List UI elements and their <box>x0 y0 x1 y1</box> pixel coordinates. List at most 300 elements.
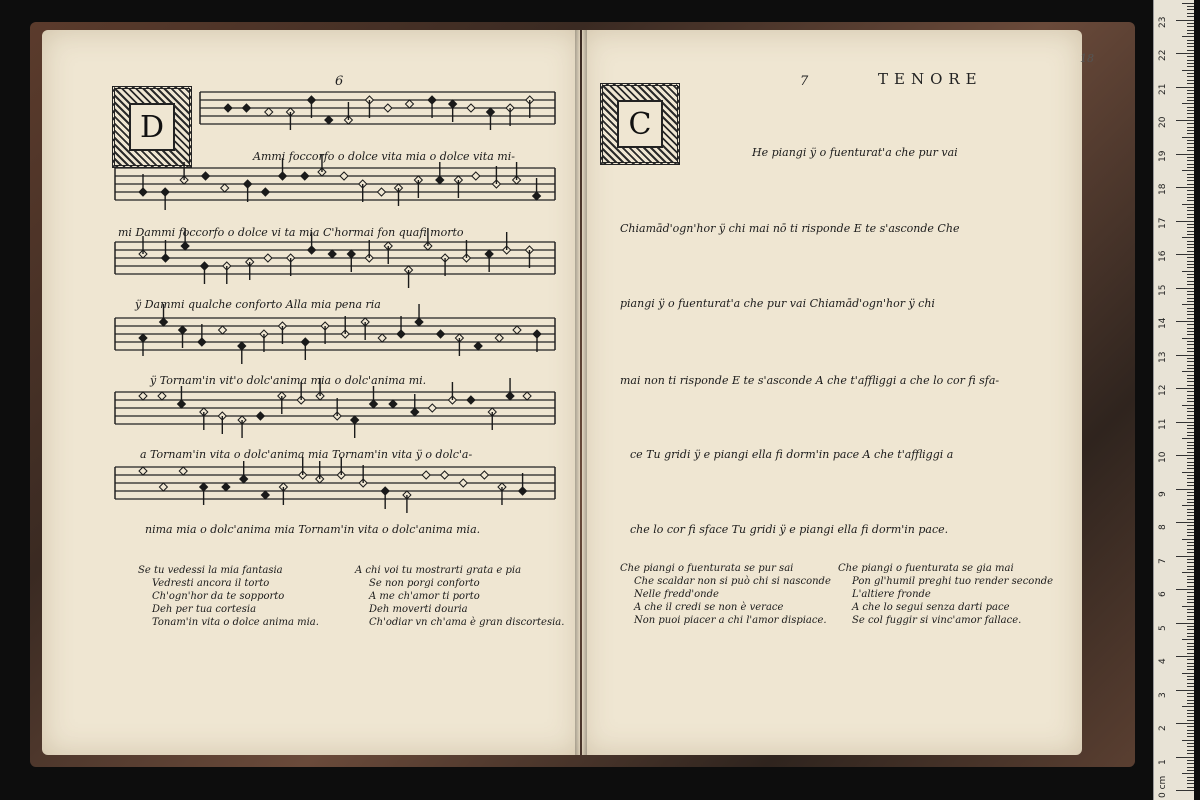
ruler-subtick <box>1187 545 1194 546</box>
ruler-subtick <box>1187 348 1194 349</box>
lyric-line: ÿ Dammi qualche conforto Alla mia pena ria <box>135 298 381 311</box>
ruler-label: 23 <box>1158 16 1168 28</box>
ruler-subtick <box>1187 277 1194 278</box>
ruler-subtick <box>1187 646 1194 647</box>
ruler-subtick <box>1187 780 1194 781</box>
ruler-subtick <box>1187 13 1194 14</box>
note-head <box>265 108 273 116</box>
ruler-subtick <box>1187 164 1194 165</box>
note-head <box>422 471 430 479</box>
ruler-subtick <box>1187 150 1194 151</box>
ruler-subtick <box>1187 743 1194 744</box>
ruler-subtick <box>1182 70 1194 71</box>
ruler-subtick <box>1187 298 1194 299</box>
poem-stanza-right: Che piangi o fuenturata se gia mai Pon gl'humil preghi tuo render seconde L'altiere fronde A che lo segui senza darti pace Se col fuggir si vinc'amor fallace. <box>838 563 1054 626</box>
ruler-subtick <box>1187 241 1194 242</box>
ruler-subtick <box>1187 291 1194 292</box>
ruler-subtick <box>1187 509 1194 510</box>
ruler-subtick <box>1187 552 1194 553</box>
ruler-subtick <box>1187 683 1194 684</box>
ruler-subtick <box>1187 401 1194 402</box>
ruler-subtick <box>1187 482 1194 483</box>
ruler-subtick <box>1187 519 1194 520</box>
ruler-subtick <box>1187 602 1194 603</box>
ruler-tick <box>1176 321 1194 322</box>
lyric-line: ÿ Tornam'in vit'o dolc'anima mia o dolc'anima mi. <box>150 374 427 387</box>
ruler-subtick <box>1187 753 1194 754</box>
note-head <box>340 172 348 180</box>
ruler-label: 20 <box>1158 116 1168 128</box>
ruler-subtick <box>1182 472 1194 473</box>
ruler-subtick <box>1187 666 1194 667</box>
ruler-subtick <box>1187 381 1194 382</box>
ruler-subtick <box>1187 408 1194 409</box>
ruler-subtick <box>1187 267 1194 268</box>
ruler-subtick <box>1187 532 1194 533</box>
ruler-subtick <box>1187 157 1194 158</box>
ruler-subtick <box>1187 495 1194 496</box>
ruler-subtick <box>1187 418 1194 419</box>
ruler-subtick <box>1187 284 1194 285</box>
ruler-subtick <box>1182 204 1194 205</box>
ruler-label: 21 <box>1158 83 1168 95</box>
ruler-subtick <box>1187 26 1194 27</box>
music-staff <box>200 92 555 130</box>
ruler-subtick <box>1187 56 1194 57</box>
ruler-subtick <box>1187 720 1194 721</box>
note-head <box>328 250 336 258</box>
ruler-subtick <box>1187 783 1194 784</box>
note-head <box>325 116 333 124</box>
ruler-tick <box>1176 489 1194 490</box>
ruler-subtick <box>1187 475 1194 476</box>
ruler-subtick <box>1187 770 1194 771</box>
poem-stanza-right: A chi voi tu mostrarti grata e pia Se non porgi conforto A me ch'amor ti porto Deh moverti douria Ch'odiar vn ch'ama è gran discortesia. <box>355 565 565 628</box>
ruler-subtick <box>1187 679 1194 680</box>
initial-letter-ornament <box>600 83 680 165</box>
ruler-subtick <box>1187 83 1194 84</box>
note-head <box>389 400 397 408</box>
ruler-subtick <box>1187 6 1194 7</box>
ruler-tick <box>1176 723 1194 724</box>
note-head <box>428 404 436 412</box>
ruler-subtick <box>1187 629 1194 630</box>
ruler-subtick <box>1187 281 1194 282</box>
ruler-tick <box>1176 355 1194 356</box>
ruler-subtick <box>1187 609 1194 610</box>
ruler-subtick <box>1187 16 1194 17</box>
ruler-subtick <box>1187 110 1194 111</box>
ruler-tick <box>1176 656 1194 657</box>
ruler-subtick <box>1187 726 1194 727</box>
ruler-subtick <box>1187 415 1194 416</box>
ruler-tick <box>1176 254 1194 255</box>
ruler-subtick <box>1187 294 1194 295</box>
ruler-subtick <box>1187 428 1194 429</box>
ruler-subtick <box>1187 395 1194 396</box>
ruler-subtick <box>1187 344 1194 345</box>
ruler-subtick <box>1182 3 1194 4</box>
ruler-label: 4 <box>1158 658 1168 664</box>
ruler-subtick <box>1187 435 1194 436</box>
note-head <box>242 104 250 112</box>
ruler-subtick <box>1187 274 1194 275</box>
ruler-subtick <box>1187 442 1194 443</box>
note-head <box>219 326 227 334</box>
ruler-label: 6 <box>1158 591 1168 597</box>
ruler-subtick <box>1187 76 1194 77</box>
ruler-subtick <box>1187 224 1194 225</box>
ruler-subtick <box>1187 411 1194 412</box>
ruler-subtick <box>1187 234 1194 235</box>
ruler-subtick <box>1187 197 1194 198</box>
note-head <box>222 483 230 491</box>
ruler-subtick <box>1187 626 1194 627</box>
ruler-subtick <box>1182 606 1194 607</box>
ruler-subtick <box>1187 50 1194 51</box>
ruler-subtick <box>1187 9 1194 10</box>
note-head <box>474 342 482 350</box>
ruler-subtick <box>1187 365 1194 366</box>
ruler-subtick <box>1187 368 1194 369</box>
ruler-subtick <box>1187 127 1194 128</box>
ruler-label: 22 <box>1158 49 1168 61</box>
ruler-subtick <box>1187 659 1194 660</box>
ruler-subtick <box>1182 137 1194 138</box>
note-head <box>467 104 475 112</box>
ruler-subtick <box>1187 592 1194 593</box>
ruler-subtick <box>1187 60 1194 61</box>
ruler-subtick <box>1187 777 1194 778</box>
music-staff <box>115 457 555 513</box>
music-staff <box>115 378 555 438</box>
ruler-subtick <box>1187 579 1194 580</box>
lyric-line: piangi ÿ o fuenturat'a che pur vai Chiamād'ogn'hor ÿ chi <box>620 297 935 310</box>
ruler-subtick <box>1182 304 1194 305</box>
ruler-tick <box>1176 623 1194 624</box>
lyric-line: ce Tu gridi ÿ e piangi ella fi dorm'in pace A che t'affliggi a <box>630 448 954 461</box>
ruler-tick <box>1176 422 1194 423</box>
ruler-subtick <box>1187 378 1194 379</box>
right-page-number: 7 <box>800 74 809 89</box>
ruler-subtick <box>1187 515 1194 516</box>
ruler-subtick <box>1187 100 1194 101</box>
corner-mark: 18 <box>1080 52 1094 65</box>
ruler-subtick <box>1187 160 1194 161</box>
ruler-subtick <box>1187 358 1194 359</box>
ruler-subtick <box>1187 432 1194 433</box>
ruler-subtick <box>1187 736 1194 737</box>
ruler-subtick <box>1187 264 1194 265</box>
ruler-subtick <box>1182 740 1194 741</box>
note-head <box>523 392 531 400</box>
ruler-subtick <box>1187 596 1194 597</box>
lyric-line: Ammi foccorfo o dolce vita mia o dolce vita mi- <box>253 150 515 163</box>
ruler-subtick <box>1187 458 1194 459</box>
note-head <box>224 104 232 112</box>
ruler-subtick <box>1187 569 1194 570</box>
ruler-subtick <box>1187 244 1194 245</box>
book-gutter <box>575 30 587 755</box>
ruler-subtick <box>1182 237 1194 238</box>
ruler-subtick <box>1187 566 1194 567</box>
note-head <box>441 471 449 479</box>
ruler-subtick <box>1187 716 1194 717</box>
ruler-subtick <box>1187 616 1194 617</box>
ruler-subtick <box>1187 33 1194 34</box>
ruler-subtick <box>1187 700 1194 701</box>
ruler-label: 15 <box>1158 284 1168 296</box>
ruler-subtick <box>1182 271 1194 272</box>
note-head <box>405 100 413 108</box>
note-head <box>221 184 229 192</box>
ruler-subtick <box>1187 318 1194 319</box>
ruler-label: 5 <box>1158 624 1168 631</box>
note-head <box>139 392 147 400</box>
ruler-label: 8 <box>1158 524 1168 530</box>
ruler-subtick <box>1187 760 1194 761</box>
ruler-subtick <box>1187 485 1194 486</box>
ruler-subtick <box>1187 512 1194 513</box>
note-head <box>513 326 521 334</box>
ruler-tick <box>1176 221 1194 222</box>
ruler-subtick <box>1182 673 1194 674</box>
ruler-subtick <box>1187 251 1194 252</box>
ruler-tick <box>1176 53 1194 54</box>
ruler-subtick <box>1187 46 1194 47</box>
ruler-subtick <box>1187 23 1194 24</box>
ruler-subtick <box>1182 405 1194 406</box>
ruler-tick <box>1176 388 1194 389</box>
ruler-subtick <box>1187 448 1194 449</box>
ruler-subtick <box>1187 184 1194 185</box>
ruler-subtick <box>1187 425 1194 426</box>
ruler-subtick <box>1187 324 1194 325</box>
running-head: TENORE <box>878 70 983 88</box>
ruler-subtick <box>1187 113 1194 114</box>
ruler-subtick <box>1187 710 1194 711</box>
ruler-subtick <box>1187 462 1194 463</box>
ruler-subtick <box>1187 257 1194 258</box>
ruler-subtick <box>1187 214 1194 215</box>
ruler-subtick <box>1187 619 1194 620</box>
ruler-subtick <box>1187 649 1194 650</box>
ruler-subtick <box>1187 361 1194 362</box>
ruler-subtick <box>1187 549 1194 550</box>
ruler-tick <box>1176 522 1194 523</box>
ruler-label: 3 <box>1158 691 1168 698</box>
ruler-label: 14 <box>1158 317 1168 329</box>
ruler-subtick <box>1187 653 1194 654</box>
ruler-subtick <box>1187 140 1194 141</box>
ruler-tick <box>1176 87 1194 88</box>
ruler-subtick <box>1187 200 1194 201</box>
ruler-subtick <box>1187 311 1194 312</box>
note-head <box>378 334 386 342</box>
ruler-subtick <box>1187 174 1194 175</box>
note-head <box>139 467 147 475</box>
ruler-label: 1 <box>1158 758 1168 765</box>
ruler-subtick <box>1187 612 1194 613</box>
ruler-subtick <box>1187 535 1194 536</box>
ruler-subtick <box>1187 746 1194 747</box>
ruler-tick <box>1176 120 1194 121</box>
ruler-subtick <box>1187 261 1194 262</box>
lyric-line: mai non ti risponde E te s'asconde A che t'affliggi a che lo cor fi sfa- <box>620 374 1000 387</box>
ruler-subtick <box>1187 117 1194 118</box>
note-head <box>256 412 264 420</box>
ruler-subtick <box>1187 663 1194 664</box>
ruler-subtick <box>1187 525 1194 526</box>
initial-letter: D <box>129 103 175 151</box>
ruler-label: 7 <box>1158 557 1168 564</box>
ruler-subtick <box>1182 572 1194 573</box>
note-head <box>377 188 385 196</box>
ruler-label: 9 <box>1158 490 1168 497</box>
ruler-subtick <box>1187 328 1194 329</box>
ruler-subtick <box>1187 529 1194 530</box>
ruler-label: 18 <box>1158 183 1168 195</box>
note-head <box>264 254 272 262</box>
note-head <box>384 104 392 112</box>
ruler-subtick <box>1187 63 1194 64</box>
ruler-subtick <box>1187 107 1194 108</box>
ruler-subtick <box>1187 713 1194 714</box>
ruler-subtick <box>1187 341 1194 342</box>
ruler-subtick <box>1182 371 1194 372</box>
ruler-subtick <box>1187 143 1194 144</box>
ruler-tick <box>1176 556 1194 557</box>
ruler-label: 16 <box>1158 250 1168 262</box>
ruler-subtick <box>1187 468 1194 469</box>
ruler-tick <box>1176 288 1194 289</box>
ruler-label: 12 <box>1158 384 1168 396</box>
ruler-subtick <box>1187 582 1194 583</box>
ruler-subtick <box>1187 308 1194 309</box>
ruler-subtick <box>1187 207 1194 208</box>
ruler-label: 19 <box>1158 150 1168 162</box>
ruler-subtick <box>1187 478 1194 479</box>
ruler-subtick <box>1187 180 1194 181</box>
ruler-subtick <box>1187 331 1194 332</box>
ruler-subtick <box>1187 696 1194 697</box>
ruler-subtick <box>1187 787 1194 788</box>
ruler-subtick <box>1187 90 1194 91</box>
ruler-subtick <box>1187 167 1194 168</box>
ruler-subtick <box>1187 217 1194 218</box>
ruler-subtick <box>1187 576 1194 577</box>
ruler-subtick <box>1187 693 1194 694</box>
ruler-subtick <box>1187 492 1194 493</box>
ruler-subtick <box>1187 375 1194 376</box>
lyric-line: che lo cor fi sface Tu gridi ÿ e piangi ella fi dorm'in pace. <box>630 523 949 536</box>
ruler-subtick <box>1187 669 1194 670</box>
ruler-subtick <box>1187 314 1194 315</box>
music-staff <box>115 304 555 364</box>
ruler-subtick <box>1187 730 1194 731</box>
ruler-subtick <box>1187 703 1194 704</box>
ruler-subtick <box>1187 643 1194 644</box>
ruler-subtick <box>1182 706 1194 707</box>
ruler-subtick <box>1187 633 1194 634</box>
ruler-tick <box>1176 187 1194 188</box>
ruler-tick <box>1176 20 1194 21</box>
ruler-subtick <box>1187 66 1194 67</box>
lyric-line: a Tornam'in vita o dolc'anima mia Tornam'in vita ÿ o dolc'a- <box>140 448 473 461</box>
ruler-subtick <box>1187 452 1194 453</box>
ruler-subtick <box>1187 210 1194 211</box>
note-head <box>159 483 167 491</box>
ruler-subtick <box>1187 97 1194 98</box>
ruler-subtick <box>1182 338 1194 339</box>
ruler-subtick <box>1187 301 1194 302</box>
ruler-tick <box>1176 690 1194 691</box>
ruler-subtick <box>1187 73 1194 74</box>
ruler-subtick <box>1187 227 1194 228</box>
note-head <box>301 172 309 180</box>
note-head <box>179 467 187 475</box>
note-head <box>472 172 480 180</box>
poem-stanza-left: Che piangi o fuenturata se pur sai Che scaldar non si può chi si nasconde Nelle fredd'onde A che il credi se non è verace Non puoi piacer a chi l'amor dispiace. <box>620 563 831 626</box>
ruler-subtick <box>1187 750 1194 751</box>
poem-stanza-left: Se tu vedessi la mia fantasia Vedresti ancora il torto Ch'ogn'hor da te sopporto Deh per tua cortesia Tonam'in vita o dolce anima mia. <box>138 565 319 628</box>
left-page-number: 6 <box>335 74 344 89</box>
ruler-subtick <box>1187 334 1194 335</box>
ruler-subtick <box>1187 190 1194 191</box>
ruler-subtick <box>1187 499 1194 500</box>
ruler-subtick <box>1187 465 1194 466</box>
ruler-label: 13 <box>1158 351 1168 363</box>
ruler-subtick <box>1187 676 1194 677</box>
measuring-ruler <box>1153 0 1194 800</box>
lyric-line: nima mia o dolc'anima mia Tornam'in vita o dolc'anima mia. <box>145 523 481 536</box>
ruler-subtick <box>1187 562 1194 563</box>
ruler-subtick <box>1187 194 1194 195</box>
ruler-subtick <box>1187 445 1194 446</box>
ruler-subtick <box>1182 639 1194 640</box>
ruler-label: 17 <box>1158 217 1168 229</box>
ruler-subtick <box>1187 247 1194 248</box>
ruler-subtick <box>1187 93 1194 94</box>
ruler-subtick <box>1182 539 1194 540</box>
ruler-subtick <box>1187 80 1194 81</box>
ruler-label: 0 cm <box>1158 775 1168 798</box>
note-head <box>480 471 488 479</box>
ruler-subtick <box>1187 733 1194 734</box>
lyric-line: Chiamād'ogn'hor ÿ chi mai nō ti risponde E te s'asconde Che <box>620 222 960 235</box>
ruler-tick <box>1176 790 1194 791</box>
ruler-subtick <box>1187 30 1194 31</box>
initial-letter: C <box>617 100 663 148</box>
ruler-subtick <box>1187 502 1194 503</box>
ruler-subtick <box>1187 599 1194 600</box>
ruler-tick <box>1176 154 1194 155</box>
ruler-label: 10 <box>1158 451 1168 463</box>
ruler-subtick <box>1187 763 1194 764</box>
ruler-subtick <box>1187 385 1194 386</box>
ruler-subtick <box>1187 391 1194 392</box>
ruler-subtick <box>1187 130 1194 131</box>
ruler-subtick <box>1187 147 1194 148</box>
ruler-label: 2 <box>1158 725 1168 731</box>
note-head <box>202 172 210 180</box>
ruler-subtick <box>1187 133 1194 134</box>
ruler-subtick <box>1187 767 1194 768</box>
ruler-tick <box>1176 589 1194 590</box>
ruler-subtick <box>1187 636 1194 637</box>
ruler-subtick <box>1187 559 1194 560</box>
note-head <box>495 334 503 342</box>
